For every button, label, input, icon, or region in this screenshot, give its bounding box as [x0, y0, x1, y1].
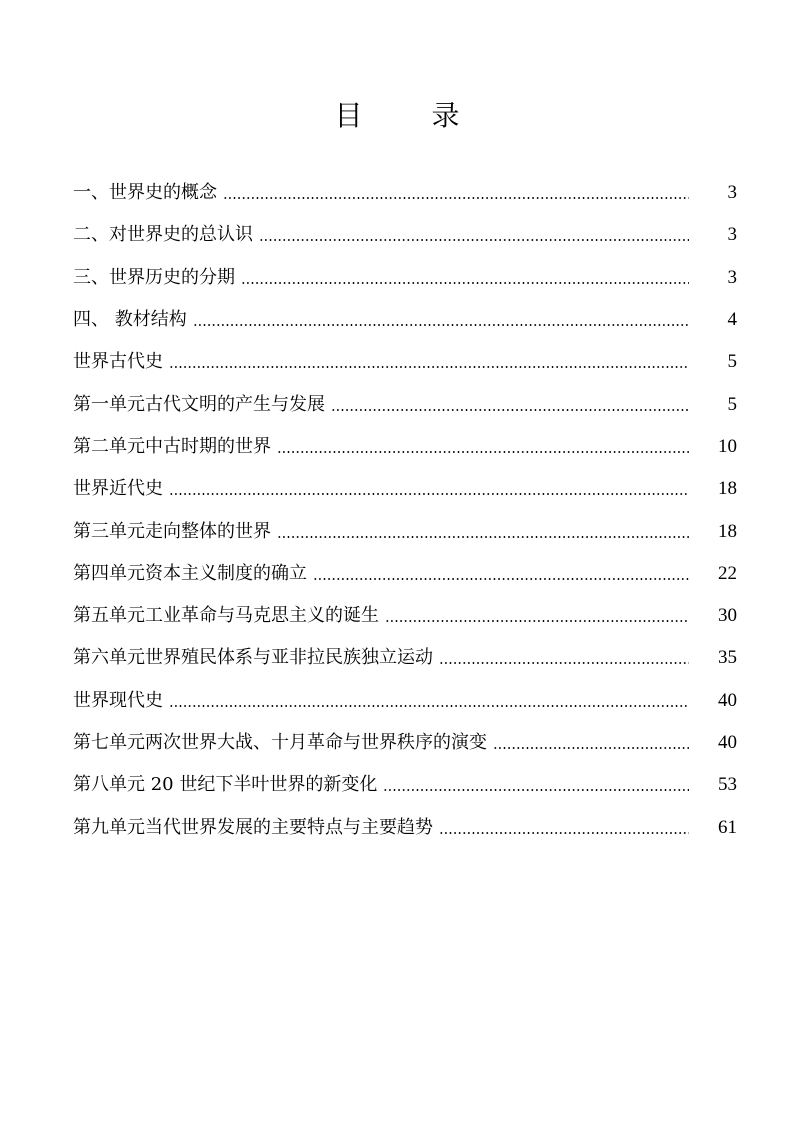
- toc-entry-label: 第三单元走向整体的世界: [73, 520, 271, 542]
- dot-leader: [277, 451, 689, 453]
- dot-leader: [313, 578, 689, 580]
- toc-entry[interactable]: [73, 214, 737, 256]
- dot-leader: [493, 747, 689, 749]
- toc-entry[interactable]: [73, 806, 737, 848]
- toc-entry-label: 第五单元工业革命与马克思主义的诞生: [73, 605, 379, 627]
- toc-entry-label: 第二单元中古时期的世界: [73, 435, 271, 457]
- toc-entry-page: 40: [718, 732, 737, 753]
- dot-leader: [439, 662, 689, 664]
- toc-entry-page: 10: [718, 435, 737, 457]
- toc-entry-label: 世界近代史: [73, 478, 163, 500]
- toc-entry-page: 3: [727, 224, 737, 246]
- dot-leader: [277, 536, 689, 538]
- toc-entry-page: 53: [718, 774, 737, 796]
- toc-entry-page: 18: [718, 478, 737, 500]
- toc-entry-page: 5: [727, 351, 737, 373]
- toc-entry-label: 第七单元两次世界大战、十月革命与世界秩序的演变: [73, 732, 487, 753]
- dot-leader: [169, 493, 689, 495]
- toc-entry[interactable]: [73, 299, 737, 341]
- dot-leader: [223, 197, 689, 199]
- dot-leader: [383, 789, 689, 791]
- toc-entry[interactable]: [73, 595, 737, 637]
- toc-entry-label: 二、对世界史的总认识: [73, 224, 253, 246]
- toc-entry-label: 第一单元古代文明的产生与发展: [73, 393, 325, 415]
- dot-leader: [241, 282, 689, 284]
- toc-entry-label: 第四单元资本主义制度的确立: [73, 562, 307, 584]
- toc-entry[interactable]: [73, 722, 737, 764]
- dot-leader: [331, 409, 689, 411]
- toc-entry[interactable]: [73, 172, 737, 214]
- toc-entry[interactable]: [73, 468, 737, 510]
- table-of-contents: [73, 172, 737, 849]
- dot-leader: [385, 620, 689, 622]
- toc-entry-page: 3: [727, 266, 737, 288]
- toc-entry[interactable]: [73, 257, 737, 299]
- toc-entry-label: 第八单元 20 世纪下半叶世界的新变化: [73, 774, 378, 796]
- toc-entry[interactable]: [73, 764, 737, 806]
- toc-entry-page: 35: [718, 647, 737, 669]
- dot-leader: [169, 366, 689, 368]
- toc-entry-page: 3: [727, 182, 737, 204]
- toc-entry-page: 4: [727, 309, 737, 331]
- toc-entry[interactable]: [73, 637, 737, 679]
- toc-entry-page: 22: [718, 562, 737, 584]
- toc-entry-label: 一、世界史的概念: [73, 182, 217, 204]
- toc-entry-label: 世界现代史: [73, 689, 163, 711]
- toc-entry[interactable]: [73, 680, 737, 722]
- toc-entry[interactable]: [73, 341, 737, 383]
- toc-entry-page: 30: [718, 605, 737, 627]
- toc-entry-page: 18: [718, 520, 737, 542]
- toc-entry-page: 5: [727, 393, 737, 415]
- toc-entry[interactable]: [73, 426, 737, 468]
- dot-leader: [259, 239, 689, 241]
- toc-entry-label: 第九单元当代世界发展的主要特点与主要趋势: [73, 816, 433, 838]
- toc-entry[interactable]: [73, 510, 737, 552]
- dot-leader: [439, 832, 689, 834]
- toc-entry-page: 40: [718, 689, 737, 711]
- toc-entry-label: 世界古代史: [73, 351, 163, 373]
- dot-leader: [193, 324, 689, 326]
- toc-entry-label: 第六单元世界殖民体系与亚非拉民族独立运动: [73, 647, 433, 669]
- toc-entry[interactable]: [73, 383, 737, 425]
- toc-entry-label: 三、世界历史的分期: [73, 266, 235, 288]
- toc-entry-label: 四、 教材结构: [73, 309, 187, 331]
- toc-title: 目 录: [334, 99, 490, 132]
- toc-entry[interactable]: [73, 553, 737, 595]
- toc-entry-page: 61: [718, 816, 737, 838]
- dot-leader: [169, 705, 689, 707]
